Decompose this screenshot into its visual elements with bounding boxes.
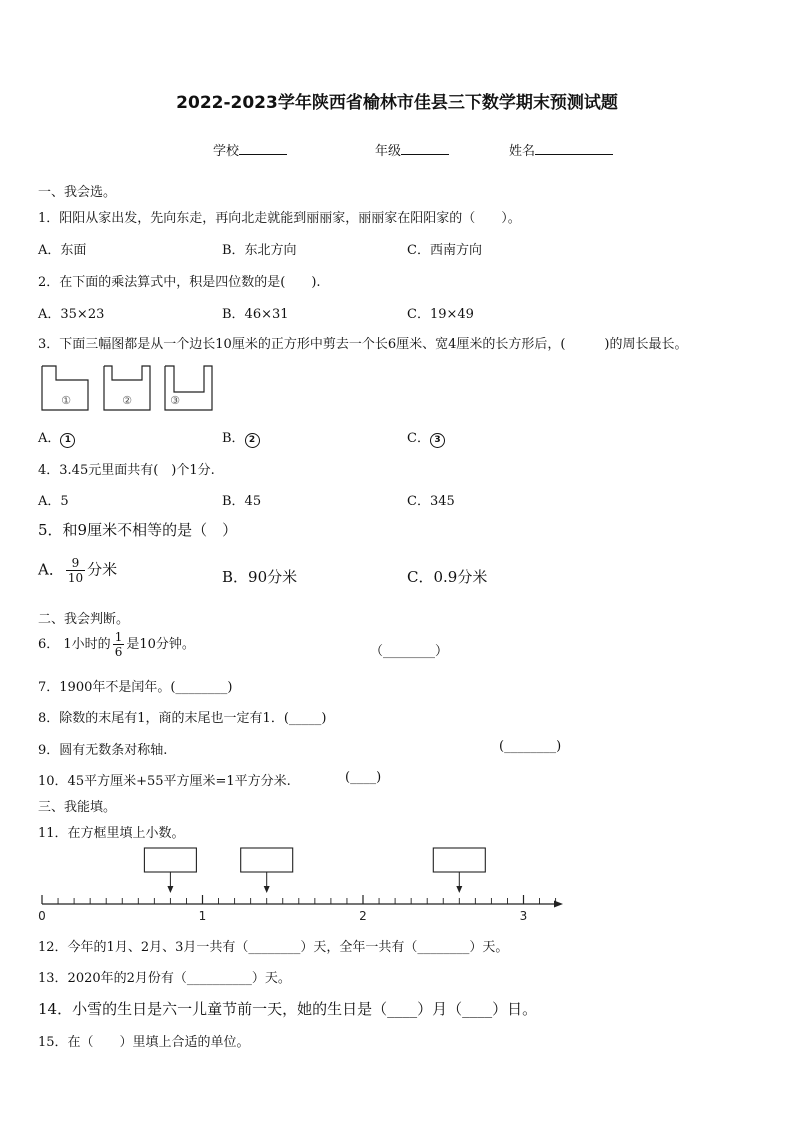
school-field[interactable]	[213, 140, 287, 159]
name-blank[interactable]	[535, 141, 613, 155]
option-a[interactable]: A．35×23	[38, 307, 105, 322]
question-6-prefix: 6． 1小时的	[38, 637, 111, 652]
question-8: 8．除数的末尾有1，商的末尾也一定有1．(_____)	[38, 711, 327, 726]
figure-2	[104, 366, 150, 410]
answer-blank[interactable]: (____)	[345, 770, 382, 785]
figure-1	[42, 366, 88, 410]
option-b[interactable]	[222, 427, 260, 448]
question-2: 2．在下面的乘法算式中，积是四位数的是( ).	[38, 275, 321, 290]
circled-number: 2	[245, 433, 260, 448]
question-9: 9．圆有无数条对称轴.	[38, 743, 168, 758]
fraction	[66, 556, 85, 585]
question-14: 14．小雪的生日是六一儿童节前一天，她的生日是（____）月（____）日。	[38, 1000, 538, 1018]
option-a-label: A．	[38, 560, 64, 579]
question-10: 10．45平方厘米+55平方厘米=1平方分米.	[38, 774, 291, 789]
grade-field[interactable]	[375, 140, 449, 159]
question-3: 3．下面三幅图都是从一个边长10厘米的正方形中剪去一个长6厘米、宽4厘米的长方形后，( )的周长最长。	[38, 337, 688, 352]
name-label: 姓名	[509, 144, 536, 159]
question-6-suffix: 是10分钟。	[126, 637, 195, 652]
option-b[interactable]: B．东北方向	[222, 243, 297, 258]
tick-label: 3	[519, 909, 528, 923]
answer-blank[interactable]: (________)	[499, 739, 562, 754]
option-c[interactable]: C．19×49	[407, 307, 474, 322]
question-7: 7．1900年不是闰年。(________)	[38, 680, 233, 695]
figure-1-label: ①	[61, 394, 71, 407]
option-b[interactable]: B．45	[222, 494, 262, 509]
option-c[interactable]	[407, 427, 445, 448]
fraction-numerator: 9	[71, 556, 80, 570]
section-heading: 一、我会选。	[38, 185, 117, 200]
option-c[interactable]: C．西南方向	[407, 243, 482, 258]
section-heading: 三、我能填。	[38, 800, 117, 815]
circled-number: 1	[60, 433, 75, 448]
option-b[interactable]: B．90分米	[222, 568, 298, 586]
number-line	[30, 842, 570, 924]
grade-label: 年级	[375, 144, 402, 159]
fraction	[113, 630, 125, 659]
question-5: 5．和9厘米不相等的是（ ）	[38, 521, 238, 539]
option-a[interactable]: A．东面	[38, 243, 87, 258]
option-c-label: C．	[407, 431, 430, 446]
name-field[interactable]	[509, 140, 613, 159]
figure-3	[165, 366, 212, 410]
pointer-arrowhead	[264, 886, 270, 893]
circled-number: 3	[430, 433, 445, 448]
figure-3-label: ③	[170, 394, 180, 407]
question-11: 11．在方框里填上小数。	[38, 826, 185, 841]
fraction-numerator: 1	[114, 630, 123, 644]
answer-blank[interactable]: （________）	[370, 644, 449, 659]
question-15: 15．在（ ）里填上合适的单位。	[38, 1035, 250, 1050]
tick-label: 2	[359, 909, 367, 923]
option-a[interactable]	[38, 427, 75, 448]
tick-label: 1	[198, 909, 207, 923]
answer-box[interactable]	[144, 848, 196, 872]
option-a[interactable]	[38, 556, 117, 585]
fraction-denominator: 6	[114, 645, 123, 659]
unit: 分米	[87, 560, 118, 579]
section-heading: 二、我会判断。	[38, 612, 130, 627]
fraction-denominator: 10	[67, 571, 84, 585]
option-a-label: A．	[38, 431, 61, 446]
school-blank[interactable]	[239, 141, 287, 155]
option-c[interactable]: C．345	[407, 494, 455, 509]
tick-label: 0	[38, 909, 46, 923]
pointer-arrowhead	[456, 886, 462, 893]
option-b-label: B．	[222, 431, 245, 446]
question-4: 4．3.45元里面共有( )个1分.	[38, 463, 215, 478]
option-a[interactable]: A．5	[38, 494, 69, 509]
option-b[interactable]: B．46×31	[222, 307, 289, 322]
question-13: 13．2020年的2月份有（__________）天。	[38, 971, 291, 986]
pointer-arrowhead	[167, 886, 173, 893]
question-1: 1．阳阳从家出发，先向东走，再向北走就能到丽丽家，丽丽家在阳阳家的（ ）。	[38, 211, 521, 226]
page-title: 2022-2023学年陕西省榆林市佳县三下数学期末预测试题	[176, 93, 618, 113]
answer-box[interactable]	[241, 848, 293, 872]
answer-box[interactable]	[433, 848, 485, 872]
question-6	[38, 630, 195, 659]
school-label: 学校	[213, 144, 240, 159]
figure-2-label: ②	[122, 394, 132, 407]
option-c[interactable]: C．0.9分米	[407, 568, 488, 586]
grade-blank[interactable]	[401, 141, 449, 155]
question-12: 12．今年的1月、2月、3月一共有（________）天，全年一共有（________）天。	[38, 940, 509, 955]
cut-square-figures	[38, 362, 218, 414]
